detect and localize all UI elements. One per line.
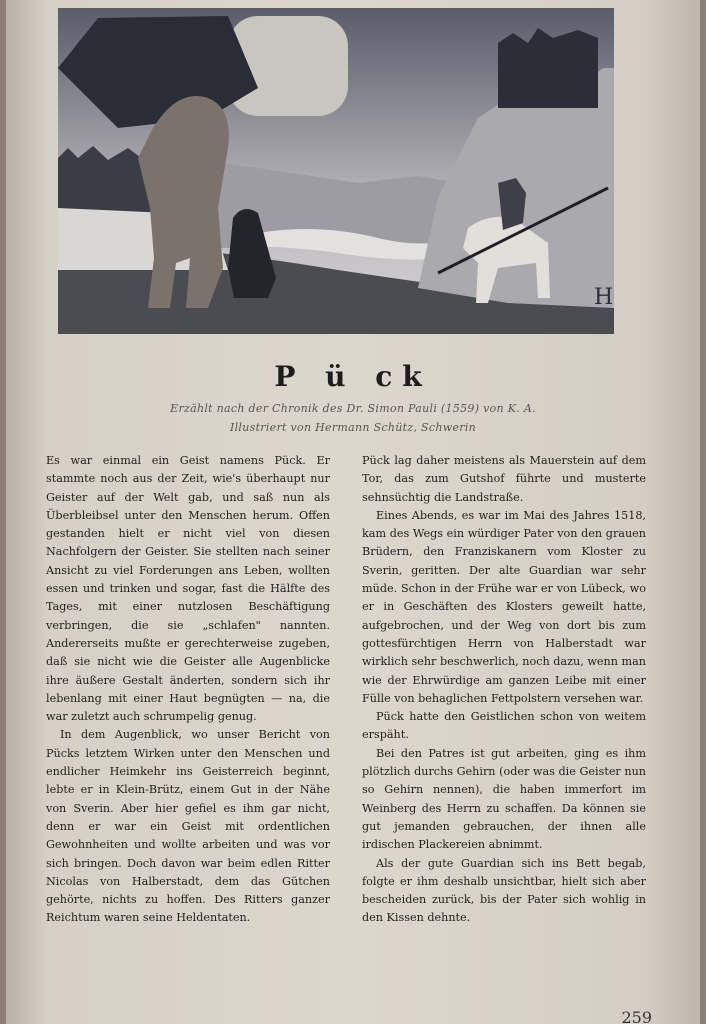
article-title: P ü ck	[274, 360, 432, 393]
text-column-left	[46, 452, 330, 928]
paragraph: Als der gute Guardian sich ins Bett begab, folgte er ihm deshalb unsichtbar, hielt sich aber bescheiden zurück, bis der Pater sich wohlig in den Kissen dehnte.	[362, 856, 646, 925]
illustration	[58, 8, 614, 334]
paragraph: Es war einmal ein Geist namens Pück. Er stammte noch aus der Zeit, wie's überhaupt nur Geister auf der Welt gab, und saß nun als Überbleibsel unter den Menschen herum. Offen gestanden hielt er nicht viel von diesen Nachfolgern der Geister. Sie stellten nach seiner Ansicht zu viel Forderungen ans Leben, wollten essen und trinken und sogar, fast die Hälfte des Tages, mit einer nutzlosen Beschäftigung verbringen, die sie „schlafen" nannten. Andererseits mußte er gerechterweise zugeben, daß sie nicht wie die Geister alle Augenblicke ihre äußere Gestalt änderten, sondern sich ihr lebenlang mit einer Haut begnügten — na, die war zuletzt auch schrumpelig genug.	[46, 454, 330, 724]
illustration-drawing	[58, 8, 614, 334]
paragraph: In dem Augenblick, wo unser Bericht von Pücks letztem Wirken unter den Menschen und endlicher Heimkehr ins Geisterreich beginnt, lebte er in Klein-Brütz, einem Gut in der Nähe von Sverin. Aber hier gefiel es ihm gar nicht, denn er war ein Geist mit ordentlichen Gewohnheiten und wollte arbeiten und was vor sich bringen. Doch davon war beim edlen Ritter Nicolas von Halberstadt, dem das Gütchen gehörte, nichts zu hoffen. Des Ritters ganzer Reichtum waren seine Heldentaten.	[46, 728, 330, 925]
paragraph: Eines Abends, es war im Mai des Jahres 1518, kam des Wegs ein würdiger Pater von den grauen Brüdern, den Franziskanern vom Kloster zu Sverin, geritten. Der alte Guardian war sehr müde. Schon in der Frühe war er von Lübeck, wo er in Geschäften des Klosters geweilt hatte, aufgebrochen, und der Weg von dort bis zum gottesfürchtigen Herrn von Halberstadt war wirklich sehr beschwerlich, noch dazu, wenn man wie der Ehrwürdige am ganzen Leibe mit einer Fülle von behaglichen Fettpolstern versehen war.	[362, 508, 646, 705]
book-page	[6, 0, 700, 1024]
illustration-signature: H	[594, 285, 614, 310]
text-column-right	[362, 452, 646, 928]
paragraph: Pück hatte den Geistlichen schon von weitem erspäht.	[362, 710, 646, 742]
castle	[498, 28, 598, 108]
article-subtitle-source: Erzählt nach der Chronik des Dr. Simon Pauli (1559) von K. A.	[170, 402, 536, 415]
page-number: 259	[621, 1008, 652, 1024]
article-subtitle-illustrator: Illustriert von Hermann Schütz, Schwerin	[229, 421, 477, 434]
paragraph: Pück lag daher meistens als Mauerstein auf dem Tor, das zum Gutshof führte und musterte sehnsüchtig die Landstraße.	[362, 454, 646, 504]
paragraph: Bei den Patres ist gut arbeiten, ging es ihm plötzlich durchs Gehirn (oder was die Geister nun so Gehirn nennen), die haben immerfort im Weinberg des Herrn zu schaffen. Da können sie gut jemanden gebrauchen, der ihnen alle irdischen Plackereien abnimmt.	[362, 746, 646, 852]
